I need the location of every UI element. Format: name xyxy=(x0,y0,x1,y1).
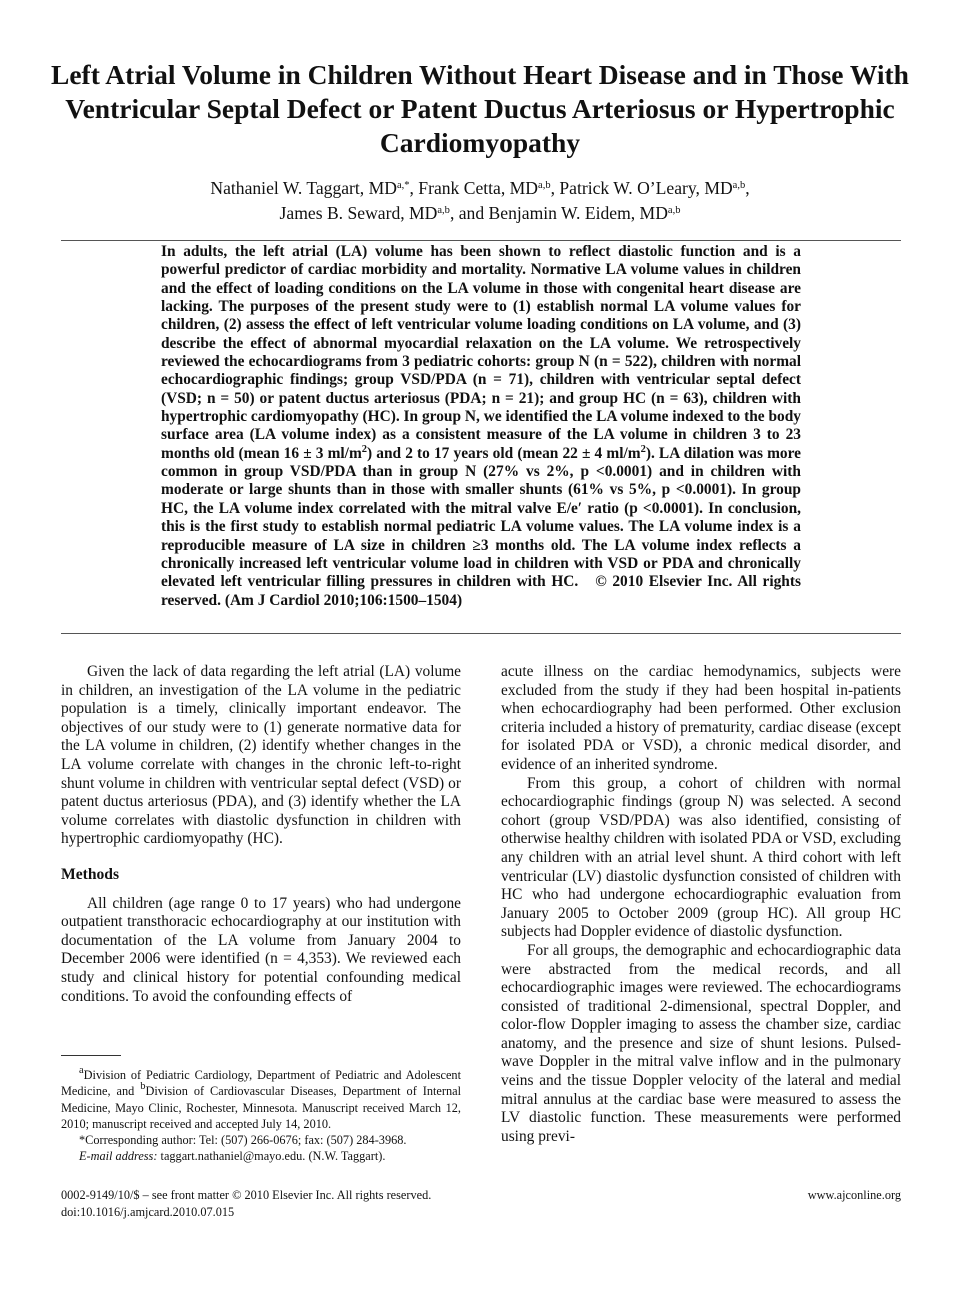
abstract-bottom-rule xyxy=(61,633,901,634)
author-name: Frank Cetta, MD xyxy=(418,178,539,198)
footer-left xyxy=(61,1187,431,1221)
journal-website-link[interactable]: www.ajconline.org xyxy=(807,1188,901,1202)
body-paragraph: acute illness on the cardiac hemodynamics, subjects were excluded from the study if they had been hospital in-patients when echocardiography had been performed. Other exclusion criteria included a history of prematurity, cardiac disease (except for isolated PDA or VSD), a chronic medical disorder, and evidence of an inherited syndrome. xyxy=(501,663,901,773)
author-separator: , xyxy=(550,178,560,198)
section-heading-methods: Methods xyxy=(61,865,120,883)
issn-line: 0002-9149/10/$ – see front matter © 2010 Elsevier Inc. All rights reserved. xyxy=(61,1188,432,1202)
article-title: Left Atrial Volume in Children Without Heart Disease and in Those With Ventricular Septal Defect or Patent Ductus Arteriosus or Hypertrophic Cardiomyopathy xyxy=(51,59,909,158)
author-name: Nathaniel W. Taggart, MD xyxy=(210,178,397,198)
abstract-text-part: ). LA dilation was more common in group VSD/PDA than in group N (27% vs 2%, p <0.0001) and in children with moderate or large shunts than in those with smaller shunts (61% vs 5%, p <0.0001). In group HC, the LA volume index correlated with the mitral valve E/e′ ratio (p <0.0001). In conclusion, this is the first study to establish normal pediatric LA volume values. The LA volume index is a reproducible measure of LA size in children ≥3 months old. The LA volume index reflects a chronically increased left ventricular volume load in children with VSD or PDA and chronically elevated left ventricular filling pressures in children with HC. xyxy=(161,444,801,591)
footnotes xyxy=(61,1067,461,1165)
author-separator: , and xyxy=(449,203,489,223)
body-paragraph: Given the lack of data regarding the left atrial (LA) volume in children, an investigation of the LA volume in the pediatric population is a timely, clinically important endeavor. The objectives of our study were to (1) generate normative data for the LA volume in children, (2) identify whether changes in the LA volume correlate with changes in the chronic left-to-right shunt volume in children with ventricular septal defect (VSD) or patent ductus arteriosus (PDA), and (3) identify whether the LA volume correlates with diastolic dysfunction in children with hypertrophic cardiomyopathy (HC). xyxy=(61,663,461,848)
abstract-text-part: ) and 2 to 17 years old (mean 22 ± 4 ml/m xyxy=(367,444,641,462)
abstract-top-rule xyxy=(61,240,901,241)
author-affiliation-marker: a,b xyxy=(667,205,681,217)
author-name: Patrick W. O’Leary, MD xyxy=(559,178,733,198)
body-column-left xyxy=(61,663,461,1006)
email-suffix: . (N.W. Taggart). xyxy=(302,1149,386,1164)
abstract xyxy=(161,243,801,610)
affiliation-text: Division of Pediatric Cardiology, Department of Pediatric and Adolescent Medicine, and xyxy=(61,1068,461,1099)
superscript: 2 xyxy=(361,444,368,456)
email-footnote xyxy=(61,1148,461,1164)
author-name: Benjamin W. Eidem, MD xyxy=(488,203,668,223)
affiliation-text: Division of Cardiovascular Diseases, Department of Internal Medicine, Mayo Clinic, Rochester, Minnesota. Manuscript received March 12, 2010; manuscript received and accepted July 14, 2010. xyxy=(61,1084,462,1131)
author-affiliation-marker: a,b xyxy=(437,205,450,217)
body-column-right xyxy=(501,663,901,1146)
superscript: a xyxy=(79,1065,84,1077)
author-affiliation-marker: a,b xyxy=(732,180,746,192)
author-list xyxy=(40,176,920,226)
abstract-text-part: In adults, the left atrial (LA) volume has been shown to reflect diastolic function and is a powerful predictor of cardiac morbidity and mortality. Normative LA volume values in children and the effect of loading conditions on the LA volume in those with congenital heart disease are lacking. The purposes of the present study were to (1) establish normal LA volume values for children, (2) assess the effect of left ventricular volume loading conditions on LA volume, and (3) describe the effect of abnormal myocardial relaxation on the LA volume. We retrospectively reviewed the echocardiograms from 3 pediatric cohorts: group N (n = 522), children with normal echocardiographic findings; group VSD/PDA (n = 71), children with ventricular septal defect (VSD; n = 50) or patent ductus arteriosus (PDA; n = 21); and group HC (n = 63), children with hypertrophic cardiomyopathy (HC). In group N, we identified the LA volume indexed to the body surface area (LA volume index) as a consistent measure of the LA volume in children 3 to 23 months old (mean 16 ± 3 ml/m xyxy=(161,243,801,462)
author-name: James B. Seward, MD xyxy=(279,203,438,223)
corresponding-author-footnote: *Corresponding author: Tel: (507) 266-0676; fax: (507) 284-3968. xyxy=(79,1133,407,1148)
author-separator: , xyxy=(745,178,750,198)
abstract-copyright: © 2010 Elsevier Inc. All rights reserved. (Am J Cardiol 2010;106:1500–1504) xyxy=(161,573,801,609)
abstract-text xyxy=(161,243,801,610)
doi-line[interactable]: doi:10.1016/j.amjcard.2010.07.015 xyxy=(61,1205,235,1219)
body-paragraph: All children (age range 0 to 17 years) who had undergone outpatient transthoracic echocardiography at our institution with documentation of the LA volume from January 2004 to December 2006 were identified (n = 4,353). We reviewed each study and clinical history for potential confounding medical conditions. To avoid the confounding effects of xyxy=(61,894,461,1005)
email-label: E-mail address: xyxy=(79,1149,158,1164)
author-affiliation-marker: a,* xyxy=(396,180,410,192)
email-link[interactable]: taggart.nathaniel@mayo.edu xyxy=(160,1149,303,1164)
author-separator: , xyxy=(409,178,419,198)
superscript: b xyxy=(140,1081,146,1093)
superscript: 2 xyxy=(640,444,646,456)
author-affiliation-marker: a,b xyxy=(538,180,551,192)
affiliation-footnote xyxy=(61,1067,461,1132)
body-paragraph: For all groups, the demographic and echocardiographic data were abstracted from the medical records, and all echocardiographic images were reviewed. The echocardiograms consisted of traditional 2-dimensional, spectral Doppler, and color-flow Doppler imaging to assess the chamber size, cardiac anatomy, and the presence and size of shunt lesions. Pulsed-wave Doppler in the mitral valve inflow and in the pulmonary veins and the tissue Doppler velocity of the lateral and medial mitral annulus at the cardiac base were measured to assess the LV diastolic function. These measurements were performed using previ- xyxy=(501,941,901,1145)
footnote-rule xyxy=(61,1055,121,1056)
body-paragraph: From this group, a cohort of children with normal echocardiographic findings (group N) was selected. A second cohort (group VSD/PDA) was also identified, consisting of otherwise healthy children with isolated PDA or VSD, excluding any children with an atrial level shunt. A third cohort with left ventricular (LV) diastolic dysfunction consisted of children with HC who had undergone echocardiographic evaluation from January 2005 to October 2009 (group HC). All group HC subjects had Doppler evidence of diastolic dysfunction. xyxy=(501,774,901,941)
